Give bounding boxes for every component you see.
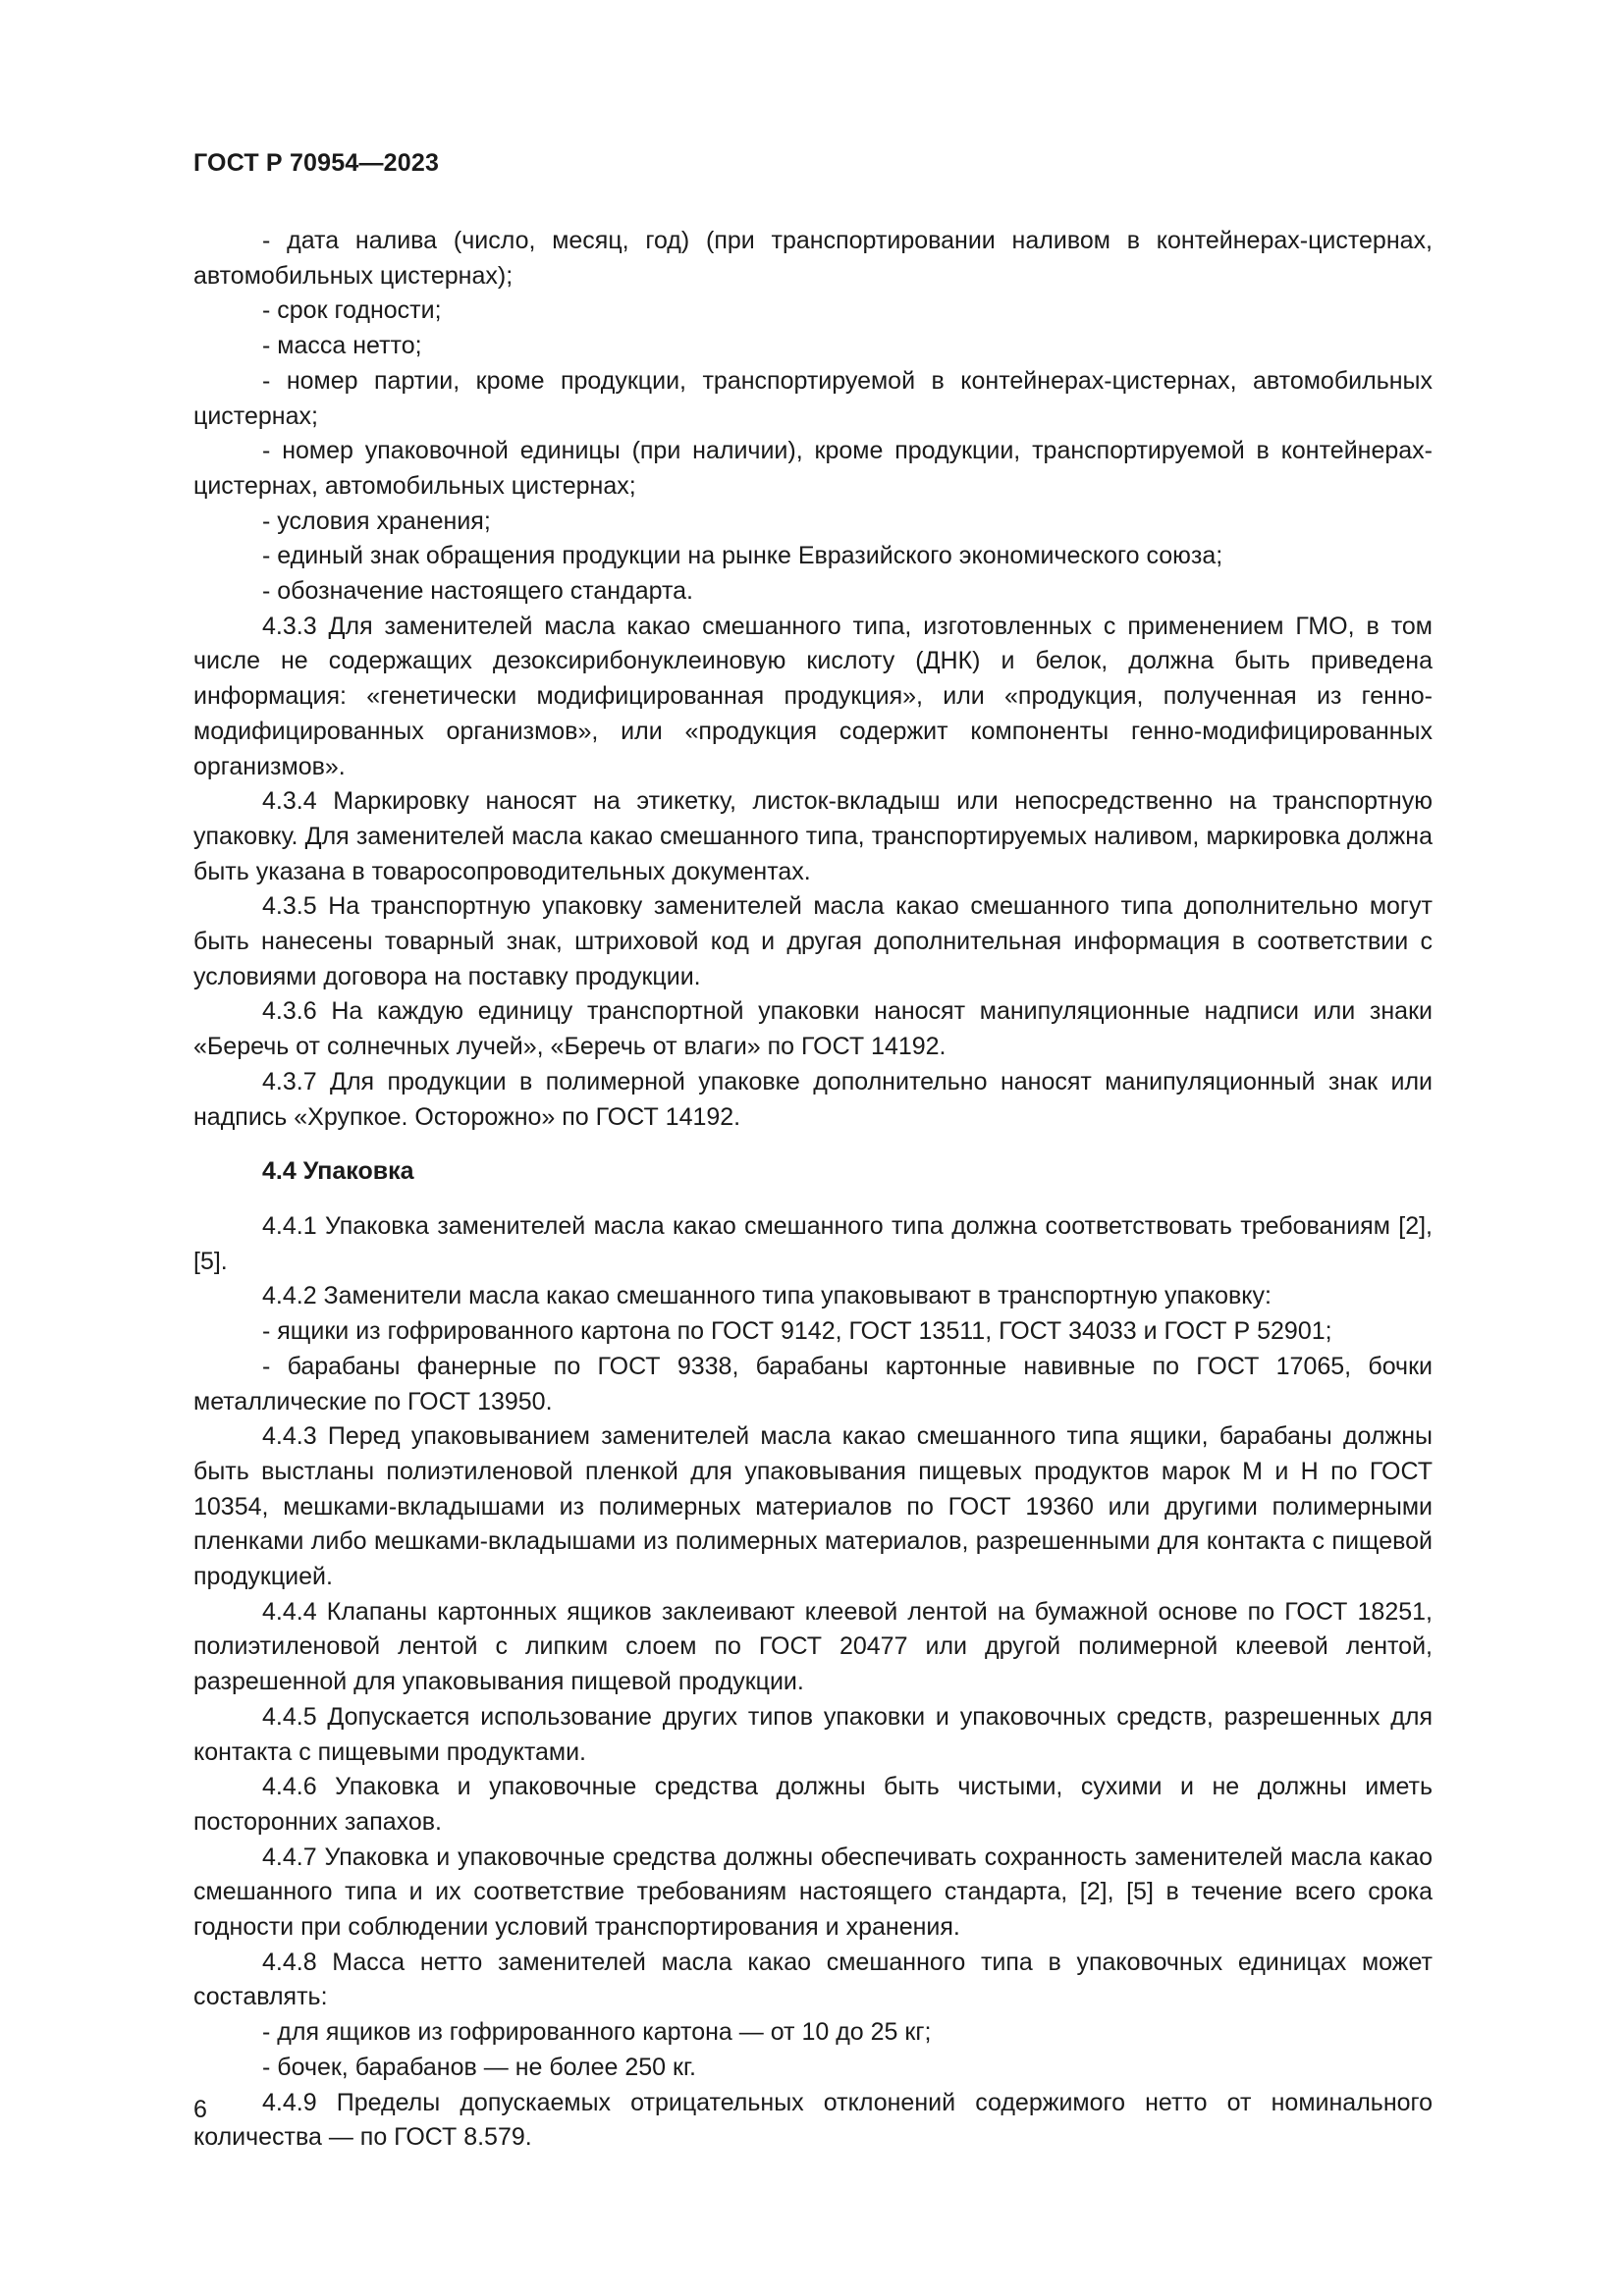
paragraph: 4.3.3 Для заменителей масла какао смешанного типа, изготовленных с применением ГМО, в том числе не содержащих дезоксирибонуклеиновую кислоту (ДНК) и белок, должна быть приведена информация: «генетически модифицированная продукция», или «продукция, полученная из генно-модифицированных организмов», или «продукция содержит компоненты генно-модифицированных организмов». — [193, 612, 1433, 780]
paragraph: - барабаны фанерные по ГОСТ 9338, барабаны картонные навивные по ГОСТ 17065, бочки металлические по ГОСТ 13950. — [193, 1352, 1433, 1415]
paragraph: - обозначение настоящего стандарта. — [262, 577, 693, 606]
paragraph: 4.3.4 Маркировку наносят на этикетку, листок-вкладыш или непосредственно на транспортную упаковку. Для заменителей масла какао смешанного типа, транспортируемых наливом, маркировка должна быть указана в товаросопроводительных документах. — [193, 787, 1433, 885]
paragraph: 4.4.1 Упаковка заменителей масла какао смешанного типа должна соответствовать требованиям [2], [5]. — [193, 1211, 1433, 1275]
paragraph: 4.3.6 На каждую единицу транспортной упаковки наносят манипуляционные надписи или знаки «Беречь от солнечных лучей», «Беречь от влаги» по ГОСТ 14192. — [193, 997, 1433, 1061]
paragraph: - для ящиков из гофрированного картона — от 10 до 25 кг; — [262, 2018, 932, 2047]
paragraph: - дата налива (число, месяц, год) (при транспортировании наливом в контейнерах-цистернах, автомобильных цистернах); — [193, 227, 1433, 290]
paragraph: 4.4.9 Пределы допускаемых отрицательных отклонений содержимого нетто от номинального количества — по ГОСТ 8.579. — [193, 2088, 1433, 2152]
paragraph: 4.4.7 Упаковка и упаковочные средства должны обеспечивать сохранность заменителей масла какао смешанного типа и их соответствие требованиям настоящего стандарта, [2], [5] в течение всего срока годности при соблюдении условий транспортирования и хранения. — [193, 1842, 1433, 1942]
paragraph: 4.4.8 Масса нетто заменителей масла какао смешанного типа в упаковочных единицах может составлять: — [193, 1948, 1433, 2011]
paragraph: 4.4.5 Допускается использование других типов упаковки и упаковочных средств, разрешенных для контакта с пищевыми продуктами. — [193, 1702, 1433, 1766]
paragraph: - номер партии, кроме продукции, транспортируемой в контейнерах-цистернах, автомобильных цистернах; — [193, 366, 1433, 430]
paragraph: - номер упаковочной единицы (при наличии), кроме продукции, транспортируемой в контейнерах-цистернах, автомобильных цистернах; — [193, 437, 1433, 500]
section-heading: 4.4 Упаковка — [262, 1157, 414, 1186]
paragraph: - условия хранения; — [262, 507, 491, 535]
paragraph: - бочек, барабанов — не более 250 кг. — [262, 2053, 696, 2081]
document-body — [193, 224, 1433, 2156]
paragraph: 4.4.4 Клапаны картонных ящиков заклеивают клеевой лентой на бумажной основе по ГОСТ 18251, полиэтиленовой лентой с липким слоем по ГОСТ 20477 или другой полимерной клеевой лентой, разрешенной для упаковывания пищевой продукции. — [193, 1597, 1433, 1696]
paragraph: 4.4.6 Упаковка и упаковочные средства должны быть чистыми, сухими и не должны иметь посторонних запахов. — [193, 1773, 1433, 1836]
document-header: ГОСТ Р 70954—2023 — [193, 149, 440, 177]
paragraph: - ящики из гофрированного картона по ГОСТ 9142, ГОСТ 13511, ГОСТ 34033 и ГОСТ Р 52901; — [262, 1317, 1332, 1346]
paragraph: 4.3.5 На транспортную упаковку заменителей масла какао смешанного типа дополнительно могут быть нанесены товарный знак, штриховой код и другая дополнительная информация в соответствии с условиями договора на поставку продукции. — [193, 892, 1433, 990]
paragraph: 4.4.2 Заменители масла какао смешанного типа упаковывают в транспортную упаковку: — [262, 1282, 1272, 1310]
page-number: 6 — [193, 2096, 207, 2123]
paragraph: - срок годности; — [262, 296, 442, 325]
paragraph: 4.3.7 Для продукции в полимерной упаковке дополнительно наносят манипуляционный знак или надпись «Хрупкое. Осторожно» по ГОСТ 14192. — [193, 1067, 1433, 1131]
paragraph: - масса нетто; — [262, 332, 422, 360]
paragraph: 4.4.3 Перед упаковыванием заменителей масла какао смешанного типа ящики, барабаны должны быть выстланы полиэтиленовой пленкой для упаковывания пищевых продуктов марок М и Н по ГОСТ 10354, мешками-вкладышами из полимерных материалов по ГОСТ 19360 или другими полимерными пленками либо мешками-вкладышами из полимерных материалов, разрешенными для контакта с пищевой продукцией. — [193, 1422, 1433, 1591]
paragraph: - единый знак обращения продукции на рынке Евразийского экономического союза; — [262, 542, 1223, 570]
